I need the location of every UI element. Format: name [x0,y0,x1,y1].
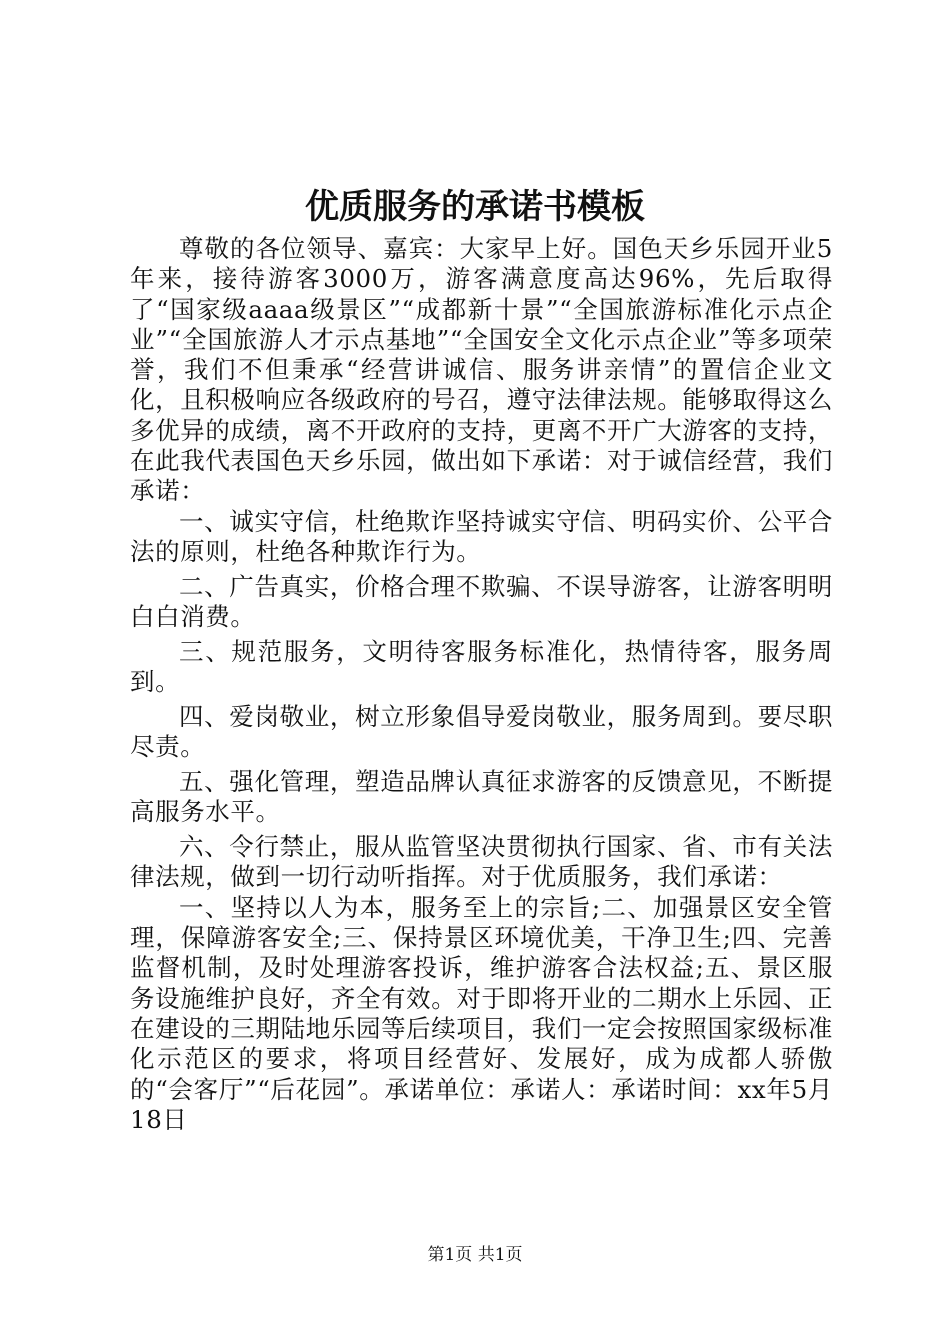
paragraph-pledge-2: 二、广告真实，价格合理不欺骗、不误导游客，让游客明明白白消费。 [130,571,833,632]
page-footer: 第1页 共1页 [427,1245,523,1265]
paragraph-pledge-1: 一、诚实守信，杜绝欺诈坚持诚实守信、明码实价、公平合法的原则，杜绝各种欺诈行为。 [130,506,833,566]
paragraph-pledge-4: 四、爱岗敬业，树立形象倡导爱岗敬业，服务周到。要尽职尽责。 [130,701,833,762]
paragraph-service-pledges: 一、坚持以人为本，服务至上的宗旨;二、加强景区安全管理，保障游客安全;三、保持景区环境优美，干净卫生;四、完善监督机制，及时处理游客投诉，维护游客合法权益;五、景区服务设施维护良好，齐全有效。对于即将开业的二期水上乐园、正在建设的三期陆地乐园等后续项目，我们一定会按照国家级标准化示范区的要求，将项目经营好、发展好，成为成都人骄傲的“会客厅”“后花园”。承诺单位：承诺人：承诺时间：xx年5月18日 [130,892,833,1134]
document-body [130,234,833,1135]
document-title: 优质服务的承诺书模板 [305,187,645,227]
paragraph-pledge-3: 三、规范服务，文明待客服务标准化，热情待客，服务周到。 [130,636,833,697]
paragraph-pledge-5: 五、强化管理，塑造品牌认真征求游客的反馈意见，不断提高服务水平。 [130,767,833,827]
paragraph-intro: 尊敬的各位领导、嘉宾：大家早上好。国色天乡乐园开业5年来，接待游客3000万，游客满意度高达96%，先后取得了“国家级aaaa级景区”“成都新十景”“全国旅游标准化示点企业”“全国旅游人才示点基地”“全国安全文化示点企业”等多项荣誉，我们不但秉承“经营讲诚信、服务讲亲情”的置信企业文化，且积极响应各级政府的号召，遵守法律法规。能够取得这么多优异的成绩，离不开政府的支持，更离不开广大游客的支持，在此我代表国色天乡乐园，做出如下承诺：对于诚信经营，我们承诺： [130,234,833,506]
paragraph-pledge-6: 六、令行禁止，服从监管坚决贯彻执行国家、省、市有关法律法规，做到一切行动听指挥。对于优质服务，我们承诺： [130,832,833,892]
